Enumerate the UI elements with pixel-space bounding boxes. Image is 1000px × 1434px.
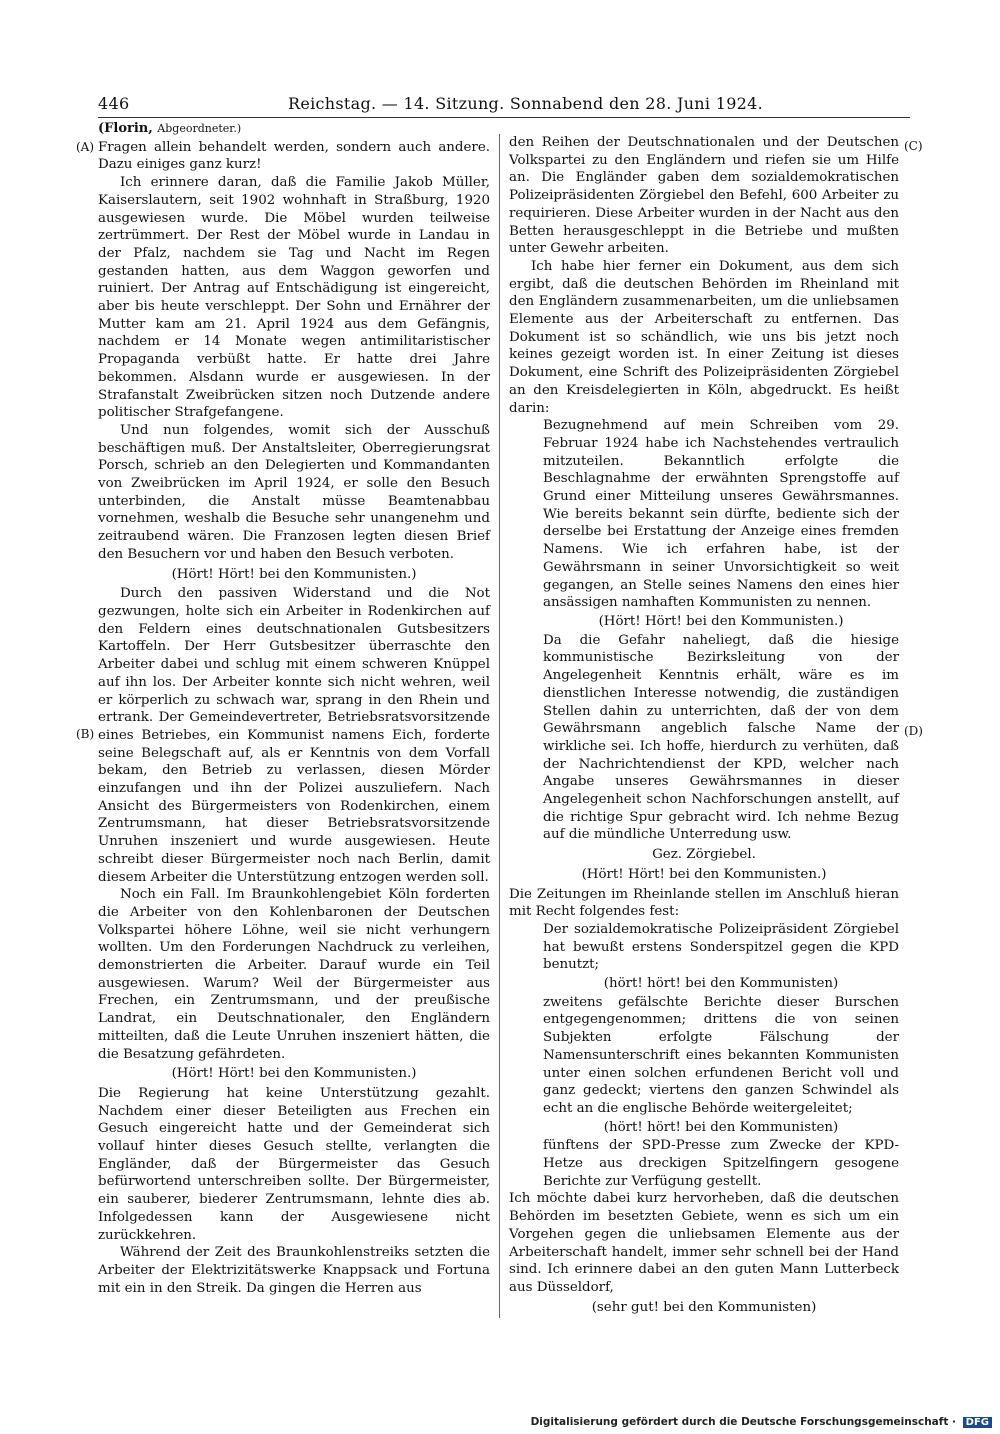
quoted-statement: fünftens der SPD-Presse zum Zwecke der KPD-Hetze aus dreckigen Spitzelfingern gesogene Berichte zur Verfügung gestellt. [543,1138,899,1189]
margin-marker-c: (C) [904,139,923,153]
paragraph: Die Regierung hat keine Unterstützung gezahlt. Nachdem einer dieser Beteiligten aus Frechen ein Gesuch eingereicht hatte und der Gemeinderat sich vollauf hinter dieses Gesuch stellte, verlangten die Engländer, daß der Bürgermeister das Gesuch befürwortend unterschreiben sollte. Der Bürgermeister, ein sauberer, biederer Zentrumsmann, lehnte dies ab. Infolgedessen kann der Ausgewiesene nicht zurückkehren. [98,1085,490,1243]
paragraph: Die Zeitungen im Rheinlande stellen im Anschluß hieran mit Recht folgendes fest: [509,886,899,920]
interjection: (Hört! Hört! bei den Kommunisten.) [581,866,827,882]
dfg-logo: DFG [963,1417,992,1428]
quoted-document: Bezugnehmend auf mein Schreiben vom 29. Februar 1924 habe ich Nachstehendes vertraulich mitzuteilen. Bekanntlich erfolgte die Beschlagnahme der erwähnten Sprengstoffe auf Grund einer Mitteilung unseres Gewährsmannes. Wie bereits bekannt sein dürfte, bediente sich der derselbe bei Erstattung der Anzeige eines fremden Namens. Wie ich erfahren habe, ist der Gewährsmann in seiner Unvorsichtigkeit so weit gegangen, an Stelle seines Namens den eines hier ansässigen namhaften Kommunisten zu nennen. [543,418,899,611]
interjection: (hört! hört! bei den Kommunisten) [603,1119,839,1135]
column-divider [499,134,500,1318]
left-column [98,120,490,1297]
page-header [98,94,910,116]
speaker-label [98,120,490,138]
paragraph: Ich erinnere daran, daß die Familie Jakob Müller, Kaiserslautern, seit 1902 wohnhaft in Straßburg, 1920 ausgewiesen wurde. Die Möbel wurden teilweise zertrümmert. Der Rest der Möbel wurde in Landau in der Pfalz, nachdem sie Tag und Nacht im Regen gestanden hatten, aus dem Waggon geworfen und ruiniert. Der Antrag auf Entschädigung ist eingereicht, aber bis heute verschleppt. Der Sohn und Ernährer der Mutter kam am 21. April 1924 aus dem Gefängnis, nachdem er 14 Monate wegen antimilitaristischer Propaganda verbüßt hatte. Er hatte drei Jahre bekommen. Alsdann wurde er ausgewiesen. In der Strafanstalt Zweibrücken sitzen noch Dutzende andere politischer Strafgefangene. [98,175,490,421]
signature-line: Gez. Zörgiebel. [652,847,756,863]
quoted-statement: zweitens gefälschte Berichte dieser Burschen entgegengenommen; drittens die von seinen Subjekten erfolgte Fälschung der Namensunterschrift eines bekannten Kommunisten unter einen solchen erfundenen Bericht voll und ganz gedeckt; viertens den ganzen Schwindel als echt an die englische Behörde weitergeleitet; [543,994,899,1116]
margin-marker-b: (B) [76,727,95,741]
credit-text: Digitalisierung gefördert durch die Deutsche Forschungsgemeinschaft · [530,1416,956,1428]
paragraph: Ich möchte dabei kurz hervorheben, daß die deutschen Behörden im besetzten Gebiete, wenn es sich um ein Vorgehen gegen die unliebsamen Elemente aus der Arbeiterschaft handelt, immer sehr schnell bei der Hand sind. Ich erinnere dabei an den guten Mann Lutterbeck aus Düsseldorf, [509,1191,899,1295]
paragraph: den Reihen der Deutschnationalen und der Deutschen Volkspartei zu den Engländern und riefen sie um Hilfe an. Die Engländer gaben dem sozialdemokratischen Polizeipräsidenten Zörgiebel den Befehl, 600 Arbeiter zu requirieren. Diese Arbeiter wurden in der Nacht aus den Betten herausgeschleppt in die Betriebe und mußten unter Gewehr arbeiten. [509,135,899,257]
interjection: (hört! hört! bei den Kommunisten) [603,976,839,992]
margin-marker-d: (D) [904,724,923,738]
page-number: 446 [98,94,130,113]
paragraph: Noch ein Fall. Im Braunkohlengebiet Köln forderten die Arbeiter von den Kohlenbaronen der Deutschen Volkspartei höhere Löhne, weil sie nicht verhungern wollten. Um den Forderungen Nachdruck zu verleihen, demonstrierten die Arbeiter. Darauf wurde ein Teil ausgewiesen. Warum? Weil der Bürgermeister aus Frechen, ein Zentrumsmann, und der preußische Landrat, ein Deutschnationaler, den Engländern mitteilten, daß die Leute Unruhen inszeniert hätten, die die Besatzung gefährdeten. [98,887,490,1062]
speaker-name: (Florin, [98,121,153,136]
running-title: Reichstag. — 14. Sitzung. Sonnabend den 28. Juni 1924. [288,94,764,113]
paragraph: Fragen allein behandelt werden, sondern auch andere. Dazu einiges ganz kurz! [98,139,490,173]
interjection: (Hört! Hört! bei den Kommunisten.) [598,613,844,629]
paragraph: Und nun folgendes, womit sich der Ausschuß beschäftigen muß. Der Anstaltsleiter, Oberregierungsrat Porsch, schrieb an den Delegierten und Kommandanten von Zweibrücken im April 1924, er solle den Besuch unterbinden, die Anstalt müsse Beamtenabbau vornehmen, weshalb die Besuche sehr unangenehm und zeitraubend wären. Die Franzosen legten diesen Brief den Besuchern vor und haben den Besuch verboten. [98,422,490,562]
paragraph: Ich habe hier ferner ein Dokument, aus dem sich ergibt, daß die deutschen Behörden im Rheinland mit den Engländern zusammenarbeiten, um die unliebsamen Elemente aus der Arbeiterschaft zu entfernen. Das Dokument ist so schändlich, wie uns bis jetzt noch keines gezeigt worden ist. In einer Zeitung ist dieses Dokument, eine Schrift des Polizeipräsidenten Zörgiebel an den Kreisdelegierten in Köln, abgedruckt. Es heißt darin: [509,258,899,416]
interjection: (Hört! Hört! bei den Kommunisten.) [171,566,417,582]
header-rule [98,117,910,118]
quoted-document: Da die Gefahr naheliegt, daß die hiesige kommunistische Bezirksleitung von der Angelegenheit Kenntnis erhält, wäre es im dienstlichen Interesse notwendig, die zuständigen Stellen dahin zu unterrichten, daß der von dem Gewährsmann angeblich falsche Name der wirkliche sei. Ich hoffe, hierdurch zu verhüten, daß der Nachrichtendienst der KPD, welcher nach Angabe unseres Gewährsmannes in dieser Angelegenheit schon Nachforschungen anstellt, auf die richtige Spur gebracht wird. Ich nehme Bezug auf die mündliche Unterredung usw. [543,632,899,843]
quoted-statement: Der sozialdemokratische Polizeipräsident Zörgiebel hat bewußt erstens Sonderspitzel gegen die KPD benutzt; [543,921,899,973]
right-column [509,134,899,1318]
margin-marker-a: (A) [76,140,95,154]
paragraph: Durch den passiven Widerstand und die Not gezwungen, holte sich ein Arbeiter in Rodenkirchen auf den Feldern eines deutschnationalen Gutsbesitzers Kartoffeln. Der Herr Gutsbesitzer überraschte den Arbeiter dabei und schlug mit einem schweren Knüppel auf ihn los. Der Arbeiter konnte sich nicht wehren, weil er körperlich zu schwach war, sprang in den Rhein und ertrank. Der Gemeindevertreter, Betriebsratsvorsitzende eines Betriebes, ein Kommunist namens Eich, forderte seine Belegschaft auf, als er Kenntnis von dem Vorfall bekam, den Betrieb zu verlassen, diesen Mörder einzufangen und ihn der Polizei auszuliefern. Nach Ansicht des Bürgermeisters von Rodenkirchen, einem Zentrumsmann, hat dieser Betriebsratsvorsitzende Unruhen inszeniert und wurde ausgewiesen. Heute schreibt dieser Bürgermeister noch nach Berlin, damit diesem Arbeiter die Unterstützung entzogen werden soll. [98,586,490,885]
paragraph: Während der Zeit des Braunkohlenstreiks setzten die Arbeiter der Elektrizitätswerke Knappsack und Fortuna mit ein in den Streik. Da gingen die Herren aus [98,1245,490,1296]
speaker-role: Abgeordneter.) [157,122,242,135]
interjection: (Hört! Hört! bei den Kommunisten.) [171,1066,417,1082]
digitization-credit [531,1416,992,1428]
interjection: (sehr gut! bei den Kommunisten) [591,1299,817,1315]
